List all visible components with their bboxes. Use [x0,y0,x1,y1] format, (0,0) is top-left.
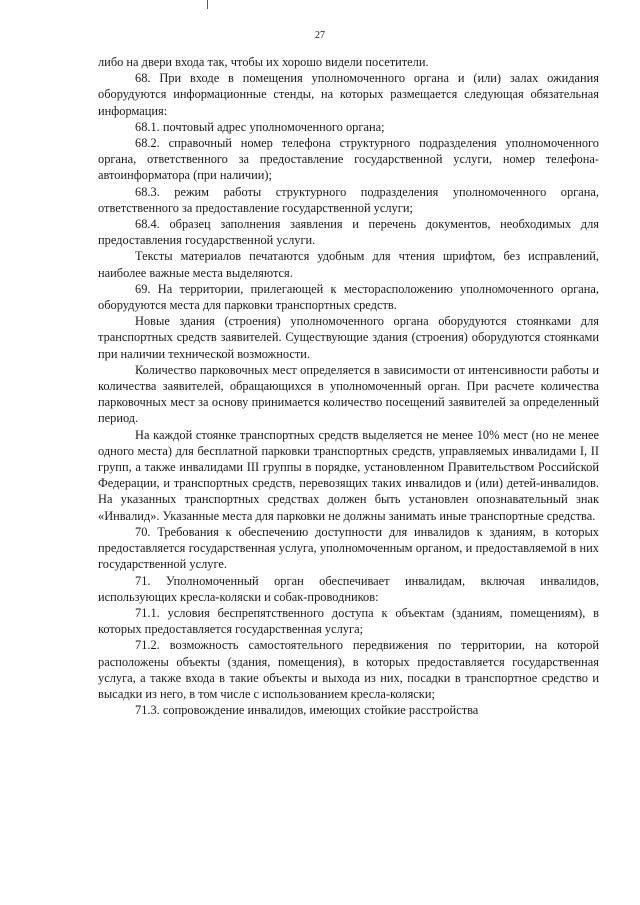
paragraph: либо на двери входа так, чтобы их хорошо видели посетители. [98,55,429,69]
paragraph: 68.1. почтовый адрес уполномоченного органа; [135,119,385,134]
paragraph: 71.2. возможность самостоятельного передвижения по территории, на которой расположены объекты (здания, помещения), в которых предоставляется государственная услуга, а также входа в такие объекты и выхода из них, посадки в транспортное средство и высадки из него, в том числе с использованием кресла-коляски; [98,638,599,701]
paragraph: Новые здания (строения) уполномоченного органа оборудуются стоянками для транспортных средств заявителей. Существующие здания (строения) оборудуются стоянками при наличии технической возможности. [98,314,599,361]
paragraph: Количество парковочных мест определяется в зависимости от интенсивности работы и количества заявителей, обращающихся в уполномоченный орган. При расчете количества парковочных мест за основу принимается количество посещений заявителей за определенный период. [98,362,599,426]
paragraph: Тексты материалов печатаются удобным для чтения шрифтом, без исправлений, наиболее важные места выделяются. [98,249,599,280]
paragraph: 68.2. справочный номер телефона структурного подразделения уполномоченного органа, ответственного за предоставление государственной услуги, номер телефона-автоинформатора (при наличии); [98,136,599,183]
paragraph: На каждой стоянке транспортных средств выделяется не менее 10% мест (но не менее одного места) для бесплатной парковки транспортных средств, управляемых инвалидами I, II групп, а также инвалидами III группы в порядке, установленном Правительством Российской Федерации, и транспортных средств, перевозящих таких инвалидов и (или) детей-инвалидов. На указанных транспортных средствах должен быть установлен опознавательный знак «Инвалид». Указанные места для парковки не должны занимать иные транспортные средства. [98,427,599,523]
paragraph: 71. Уполномоченный орган обеспечивает инвалидам, включая инвалидов, использующих кресла-коляски и собак-проводников: [98,573,599,604]
document-body [98,54,599,718]
page-number: 27 [315,30,325,41]
paragraph: 69. На территории, прилегающей к месторасположению уполномоченного органа, оборудуются места для парковки транспортных средств. [98,281,599,313]
paragraph: 70. Требования к обеспечению доступности для инвалидов к зданиям, в которых предоставляется государственная услуга, уполномоченным органом, и предоставляемой в них государственной услуге. [98,524,599,572]
paragraph: 71.1. условия беспрепятственного доступа к объектам (зданиям, помещениям), в которых предоставляется государственная услуга; [98,605,599,637]
scan-mark [207,0,208,9]
paragraph: 71.3. сопровождение инвалидов, имеющих стойкие расстройства [135,703,479,718]
paragraph: 68.4. образец заполнения заявления и перечень документов, необходимых для предоставления государственной услуги. [98,217,599,248]
paragraph: 68.3. режим работы структурного подразделения уполномоченного органа, ответственного за предоставление государственной услуги; [98,184,599,215]
paragraph: 68. При входе в помещения уполномоченного органа и (или) залах ожидания оборудуются информационные стенды, на которых размещается следующая обязательная информация: [98,71,599,118]
